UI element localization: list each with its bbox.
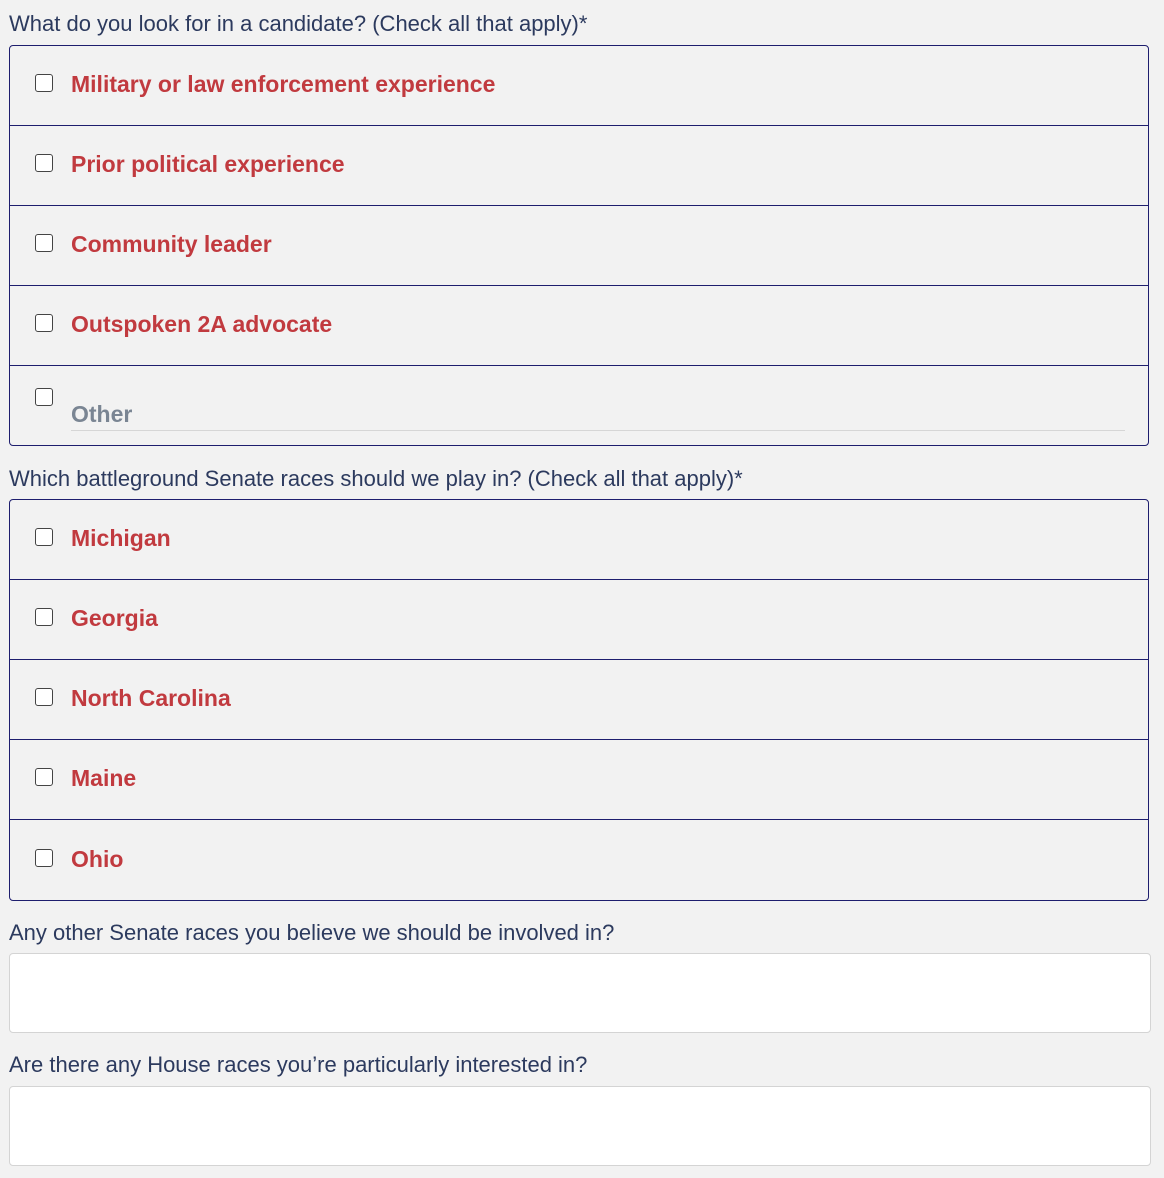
option-label[interactable]: Military or law enforcement experience	[71, 71, 496, 97]
option-label[interactable]: Georgia	[71, 605, 158, 631]
checkbox-2a-advocate[interactable]	[35, 314, 53, 332]
other-input[interactable]	[71, 398, 1125, 431]
option-community-leader[interactable]	[10, 206, 1148, 286]
question-house-races-label: Are there any House races you’re particularly interested in?	[9, 1052, 588, 1077]
option-maine[interactable]	[10, 740, 1148, 820]
checkbox-ohio[interactable]	[35, 849, 53, 867]
other-senate-races-textarea[interactable]	[9, 953, 1151, 1033]
option-label[interactable]: Michigan	[71, 525, 171, 551]
checkbox-north-carolina[interactable]	[35, 688, 53, 706]
option-label[interactable]: Community leader	[71, 231, 272, 257]
question-candidate-label: What do you look for in a candidate? (Check all that apply)*	[9, 11, 588, 36]
option-michigan[interactable]	[10, 500, 1148, 580]
checkbox-michigan[interactable]	[35, 528, 53, 546]
option-label[interactable]: Prior political experience	[71, 151, 345, 177]
option-label[interactable]: North Carolina	[71, 685, 231, 711]
option-georgia[interactable]	[10, 580, 1148, 660]
option-2a-advocate[interactable]	[10, 286, 1148, 366]
option-label[interactable]: Outspoken 2A advocate	[71, 311, 333, 337]
checkbox-military[interactable]	[35, 74, 53, 92]
option-prior-political[interactable]	[10, 126, 1148, 206]
candidate-options-group	[9, 45, 1149, 446]
option-label[interactable]: Ohio	[71, 846, 124, 872]
checkbox-maine[interactable]	[35, 768, 53, 786]
question-other-senate-label: Any other Senate races you believe we should be involved in?	[9, 920, 615, 945]
option-label[interactable]: Maine	[71, 765, 137, 791]
checkbox-other[interactable]	[35, 388, 53, 406]
question-senate-races-label: Which battleground Senate races should we play in? (Check all that apply)*	[9, 466, 743, 491]
house-races-textarea[interactable]	[9, 1086, 1151, 1166]
option-ohio[interactable]	[10, 820, 1148, 901]
checkbox-prior-political[interactable]	[35, 154, 53, 172]
checkbox-georgia[interactable]	[35, 608, 53, 626]
senate-races-options-group	[9, 499, 1149, 901]
checkbox-community-leader[interactable]	[35, 234, 53, 252]
option-military[interactable]	[10, 46, 1148, 126]
option-other[interactable]	[10, 366, 1148, 446]
option-north-carolina[interactable]	[10, 660, 1148, 740]
